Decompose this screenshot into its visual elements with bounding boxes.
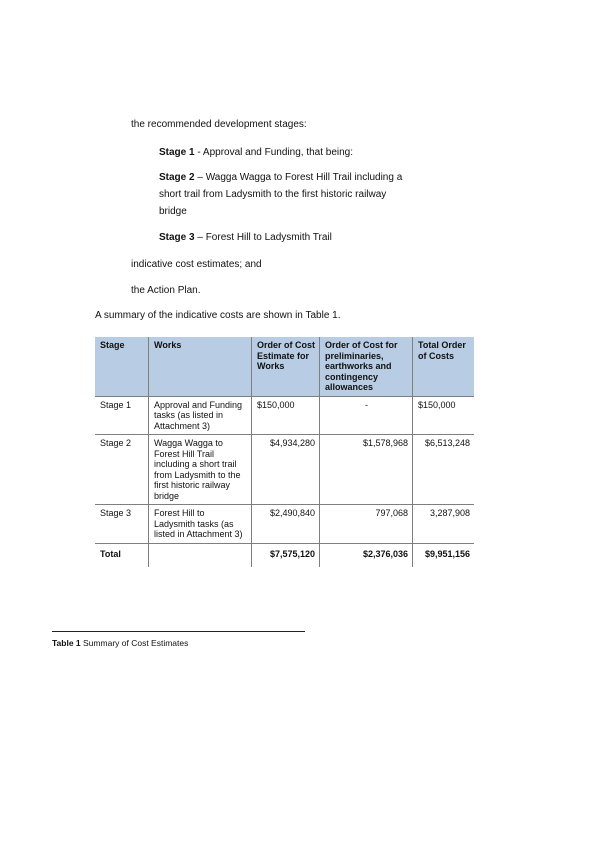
header-prelim-cost: Order of Cost for preliminaries, earthworks and contingency allowances bbox=[320, 337, 413, 396]
stage-3-item bbox=[159, 229, 409, 246]
stage-2-label: Stage 2 bbox=[159, 172, 195, 183]
total-works-cost: $7,575,120 bbox=[252, 543, 320, 567]
caption-text: Summary of Cost Estimates bbox=[80, 638, 189, 648]
table-caption bbox=[52, 638, 188, 648]
header-total: Total Order of Costs bbox=[413, 337, 475, 396]
cell-total: $150,000 bbox=[413, 396, 475, 435]
total-works-empty bbox=[149, 543, 252, 567]
header-works: Works bbox=[149, 337, 252, 396]
total-prelim-cost: $2,376,036 bbox=[320, 543, 413, 567]
cell-stage: Stage 2 bbox=[95, 435, 149, 505]
cell-stage: Stage 3 bbox=[95, 505, 149, 544]
cell-stage: Stage 1 bbox=[95, 396, 149, 435]
stage-2-text: – Wagga Wagga to Forest Hill Trail including a short trail from Ladysmith to the first historic railway bridge bbox=[159, 172, 403, 217]
cell-total: 3,287,908 bbox=[413, 505, 475, 544]
stage-1-item bbox=[159, 144, 409, 161]
table-header-row bbox=[95, 337, 474, 396]
cell-prelim-cost: $1,578,968 bbox=[320, 435, 413, 505]
total-total: $9,951,156 bbox=[413, 543, 475, 567]
caption-label: Table 1 bbox=[52, 638, 81, 648]
intro-line: the recommended development stages: bbox=[131, 119, 307, 130]
stage-3-text: – Forest Hill to Ladysmith Trail bbox=[194, 232, 332, 243]
cell-works: Wagga Wagga to Forest Hill Trail including a short trail from Ladysmith to the first historic railway bridge bbox=[149, 435, 252, 505]
cell-works: Forest Hill to Ladysmith tasks (as listed in Attachment 3) bbox=[149, 505, 252, 544]
stage-3-label: Stage 3 bbox=[159, 232, 195, 243]
stage-2-item bbox=[159, 169, 409, 220]
cell-works-cost: $150,000 bbox=[252, 396, 320, 435]
cost-table bbox=[95, 337, 474, 567]
stage-1-label: Stage 1 bbox=[159, 147, 195, 158]
header-stage: Stage bbox=[95, 337, 149, 396]
cell-works-cost: $2,490,840 bbox=[252, 505, 320, 544]
cell-prelim-cost: 797,068 bbox=[320, 505, 413, 544]
cell-prelim-cost: - bbox=[320, 396, 413, 435]
caption-rule bbox=[52, 631, 305, 632]
cell-works-cost: $4,934,280 bbox=[252, 435, 320, 505]
summary-line: A summary of the indicative costs are shown in Table 1. bbox=[95, 310, 341, 321]
cell-total: $6,513,248 bbox=[413, 435, 475, 505]
cell-works: Approval and Funding tasks (as listed in Attachment 3) bbox=[149, 396, 252, 435]
header-works-cost: Order of Cost Estimate for Works bbox=[252, 337, 320, 396]
action-line: the Action Plan. bbox=[131, 285, 201, 296]
indicative-line: indicative cost estimates; and bbox=[131, 259, 262, 270]
stage-1-text: - Approval and Funding, that being: bbox=[194, 147, 354, 158]
table-row bbox=[95, 396, 474, 435]
table-row bbox=[95, 435, 474, 505]
table-total-row bbox=[95, 543, 474, 567]
table-row bbox=[95, 505, 474, 544]
total-label: Total bbox=[100, 548, 121, 559]
